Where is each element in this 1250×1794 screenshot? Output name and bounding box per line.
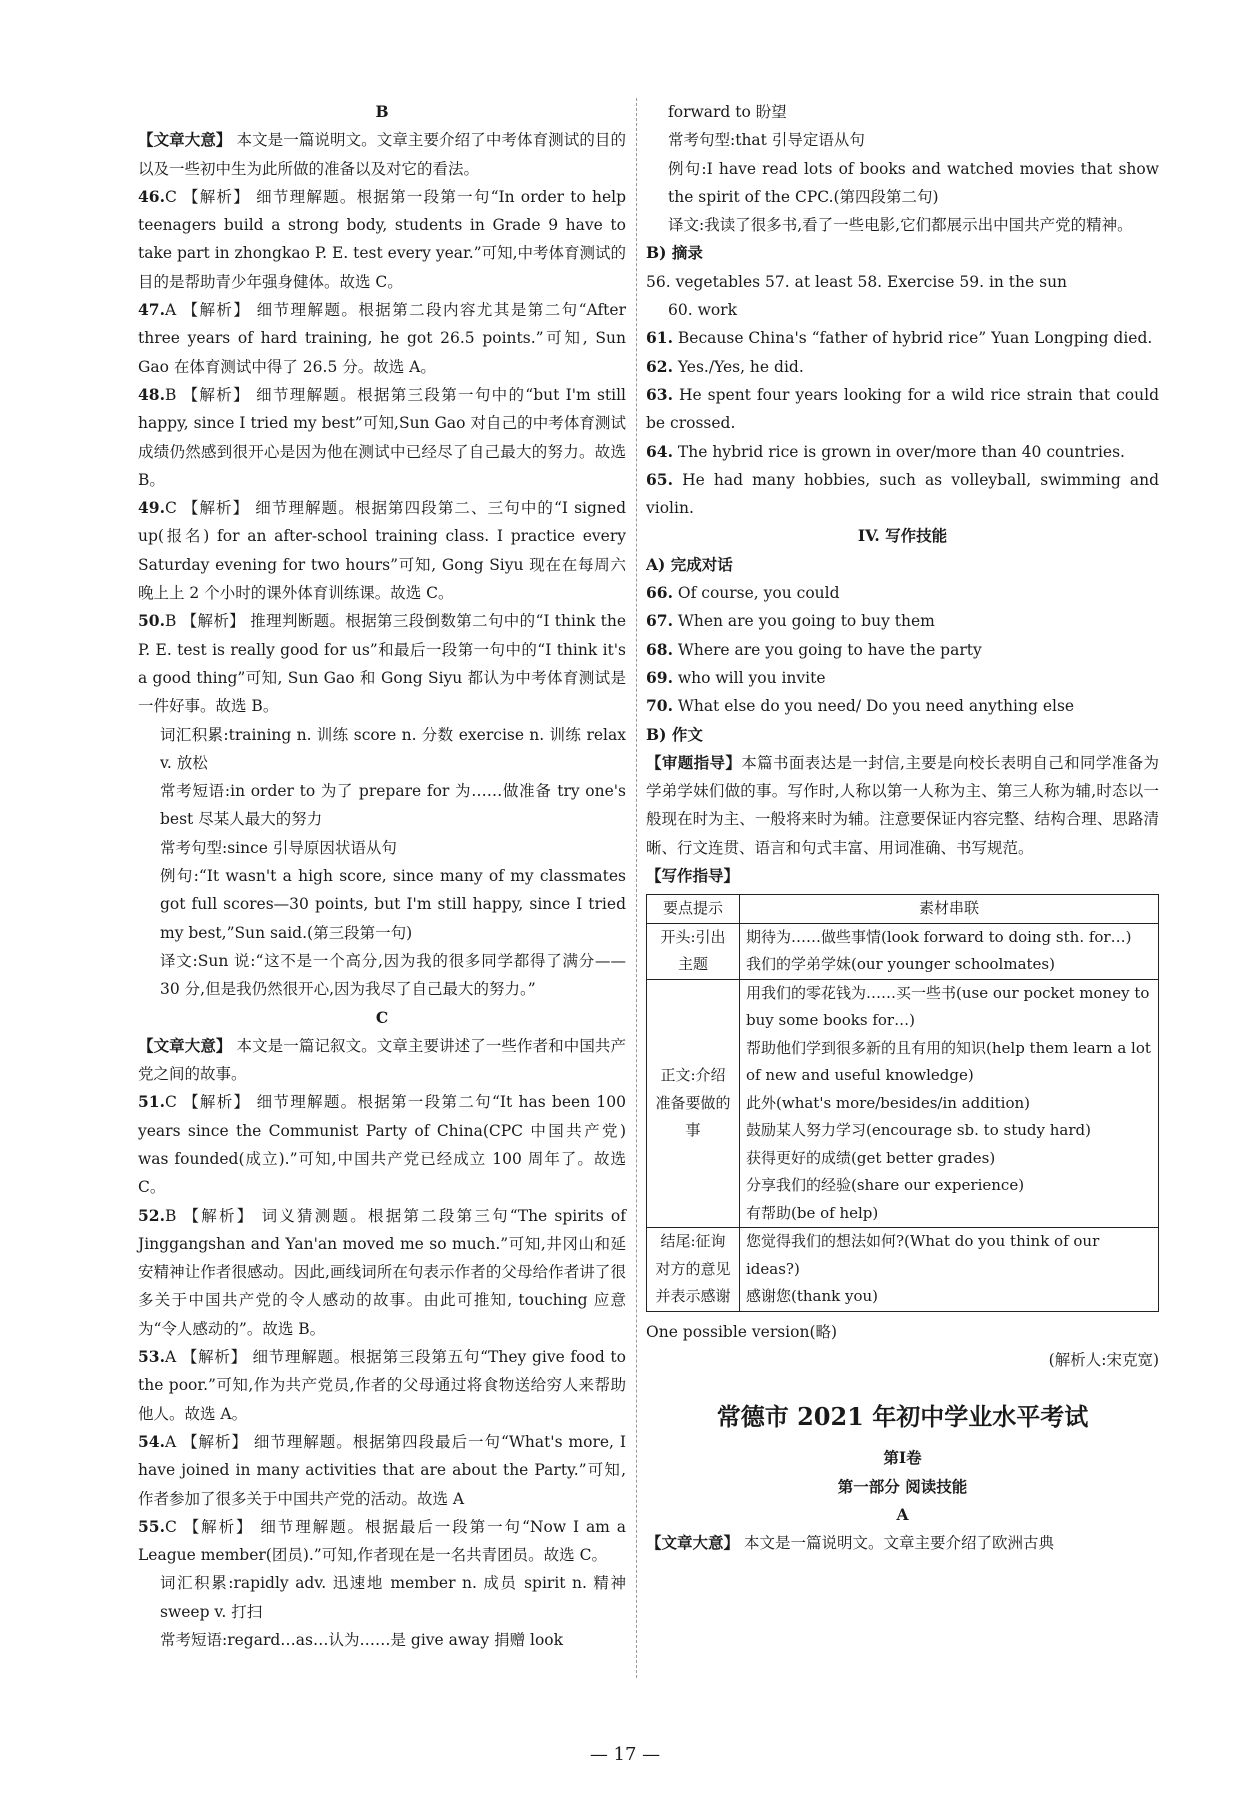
writing-guide-table xyxy=(646,894,1159,1312)
item-number: 52. xyxy=(138,1205,165,1225)
last-summary xyxy=(646,1529,1159,1557)
material-line: 有帮助(be of help) xyxy=(746,1203,879,1222)
guide-paragraph xyxy=(646,749,1159,862)
excerpt-heading: B) 摘录 xyxy=(646,243,703,263)
item-text: A 【解析】 细节理解题。根据第二段内容尤其是第二句“After three years of hard training, he got 26.5 points.”可知, Sun Gao 在体育测试中得了 26.5 分。故选 A。 xyxy=(138,301,626,376)
material-line: 鼓励某人努力学习(encourage sb. to study hard) xyxy=(746,1121,1091,1140)
material-line: 我们的学弟学妹(our younger schoolmates) xyxy=(746,955,1055,974)
item-number: 53. xyxy=(138,1347,165,1367)
answer-item xyxy=(138,1088,626,1201)
material-line: 帮助他们学到很多新的且有用的知识(help them learn a lot of new and useful knowledge) xyxy=(746,1038,1151,1085)
item-text: The hybrid rice is grown in over/more than 40 countries. xyxy=(677,442,1125,461)
item-text: B 【解析】 推理判断题。根据第三段倒数第二句中的“I think the P. E. test is really good for us”和最后一段第一句中的“I think it's a good thing”可知, Sun Gao 和 Gong Siyu 都认为中考体育测试是一件好事。故选 B。 xyxy=(138,612,626,716)
phrases-note: 常考短语:regard…as…认为……是 give away 捐赠 look xyxy=(160,1631,564,1650)
answer-item xyxy=(138,296,626,381)
answer-item xyxy=(138,607,626,720)
table-key-cell: 结尾:征询对方的意见并表示感谢 xyxy=(647,1228,740,1312)
item-text: A 【解析】 细节理解题。根据第四段最后一句“What's more, I have joined in many activities that are about the Party.”可知,作者参加了很多关于中国共产党的活动。故选 A xyxy=(138,1432,626,1508)
material-line: 分享我们的经验(share our experience) xyxy=(746,1176,1025,1195)
table-key-cell: 开头:引出主题 xyxy=(647,923,740,979)
phrases-note: 常考短语:in order to 为了 prepare for 为……做准备 try one's best 尽某人最大的努力 xyxy=(160,782,626,829)
item-text: B 【解析】 细节理解题。根据第三段第一句中的“but I'm still happy, since I tried my best”可知,Sun Gao 对自己的中考体育测试成绩仍然感到很开心是因为他在测试中已经尽了自己最大的努力。故选 B。 xyxy=(138,385,626,489)
material-line: 感谢您(thank you) xyxy=(746,1287,879,1306)
item-number: 69. xyxy=(646,667,673,687)
table-row xyxy=(647,979,1159,1228)
excerpt-answers-2: 60. work xyxy=(668,301,737,320)
summary-tag: 【文章大意】 xyxy=(646,1533,740,1553)
summary-tag: 【文章大意】 xyxy=(138,130,232,150)
item-text: Because China's “father of hybrid rice” Yuan Longping died. xyxy=(677,329,1153,348)
part-heading: 第一部分 阅读技能 xyxy=(837,1476,968,1496)
left-column xyxy=(138,98,626,1654)
analyst-credit: (解析人:宋克宽) xyxy=(1048,1351,1159,1370)
item-text: He had many hobbies, such as volleyball, swimming and violin. xyxy=(646,470,1159,518)
item-number: 68. xyxy=(646,639,673,659)
guide-text: 本篇书面表达是一封信,主要是向校长表明自己和同学准备为学弟学妹们做的事。写作时,人称以第一人称为主、第三人称为辅,时态以一般现在时为主、一般将来时为辅。注意要保证内容完整、结构合理、思路清晰、行文连贯、语言和句式丰富、用词准确、书写规范。 xyxy=(646,753,1159,857)
material-line: 获得更好的成绩(get better grades) xyxy=(746,1148,996,1167)
item-number: 47. xyxy=(138,300,165,320)
vocab-note: 词汇积累:training n. 训练 score n. 分数 exercise n. 训练 relax v. 放松 xyxy=(160,725,626,772)
item-number: 54. xyxy=(138,1431,165,1451)
answer-item xyxy=(138,1513,626,1570)
item-number: 64. xyxy=(646,441,673,461)
item-text: A 【解析】 细节理解题。根据第三段第五句“They give food to the poor.”可知,作为共产党员,作者的父母通过将食物送给穷人来帮助他人。故选 A。 xyxy=(138,1348,626,1423)
item-number: 65. xyxy=(646,469,673,489)
item-number: 63. xyxy=(646,384,673,404)
section-c-summary xyxy=(138,1032,626,1089)
dialog-item xyxy=(646,664,1159,692)
page-number: — 17 — xyxy=(589,1744,661,1765)
dialog-item xyxy=(646,692,1159,720)
item-number: 55. xyxy=(138,1516,165,1536)
item-text: who will you invite xyxy=(677,668,826,687)
dialog-heading: A) 完成对话 xyxy=(646,554,733,574)
answer-item xyxy=(646,438,1159,466)
item-number: 51. xyxy=(138,1092,165,1112)
translation-note: 译文:Sun 说:“这不是一个高分,因为我的很多同学都得了满分——30 分,但是我仍然很开心,因为我尽了自己最大的努力。” xyxy=(160,951,626,999)
right-column xyxy=(646,98,1159,1558)
answer-item xyxy=(646,381,1159,438)
item-text: He spent four years looking for a wild rice strain that could be crossed. xyxy=(646,385,1160,433)
material-line: 此外(what's more/besides/in addition) xyxy=(746,1093,1031,1112)
item-text: Yes./Yes, he did. xyxy=(677,357,804,376)
possible-version: One possible version(略) xyxy=(646,1322,838,1341)
table-key-cell: 正文:介绍准备要做的事 xyxy=(647,979,740,1228)
answer-item xyxy=(138,494,626,607)
item-text: Where are you going to have the party xyxy=(677,640,982,659)
short-answers xyxy=(646,324,1159,522)
table-content-cell xyxy=(740,923,1159,979)
section-c-items xyxy=(138,1088,626,1569)
answer-item xyxy=(138,1343,626,1428)
answer-item xyxy=(646,324,1159,352)
item-number: 62. xyxy=(646,356,673,376)
item-number: 67. xyxy=(646,611,673,631)
excerpt-answers: 56. vegetables 57. at least 58. Exercise 59. in the sun xyxy=(646,272,1068,291)
item-number: 50. xyxy=(138,611,165,631)
table-content-cell xyxy=(740,979,1159,1228)
table-row xyxy=(647,1228,1159,1312)
continued-phrase: forward to 盼望 xyxy=(668,103,787,121)
translation-note: 译文:我读了很多书,看了一些电影,它们都展示出中国共产党的精神。 xyxy=(668,216,1133,235)
item-number: 48. xyxy=(138,384,165,404)
item-number: 61. xyxy=(646,328,673,348)
table-content-cell xyxy=(740,1228,1159,1312)
section-b-summary xyxy=(138,126,626,183)
pattern-note: 常考句型:that 引导定语从句 xyxy=(668,131,865,150)
summary-text: 本文是一篇说明文。文章主要介绍了中考体育测试的目的以及一些初中生为此所做的准备以及对它的看法。 xyxy=(138,131,626,178)
example-note: 例句:“It wasn't a high score, since many of my classmates got full scores—30 points, but I'm still happy, since I tried my best,”Sun said.(第三段第一句) xyxy=(160,867,626,942)
answer-item xyxy=(138,381,626,494)
volume-heading: 第Ⅰ卷 xyxy=(883,1448,922,1468)
item-text: C 【解析】 细节理解题。根据第一段第二句“It has been 100 years since the Communist Party of China(CPC 中国共产党) was founded(成立).”可知,中国共产党已经成立 100 周年了。故选 C。 xyxy=(138,1093,626,1197)
answer-item xyxy=(646,466,1159,523)
example-note: 例句:I have read lots of books and watched movies that show the spirit of the CPC.(第四段第二句) xyxy=(668,159,1159,206)
exam-title: 常德市 2021 年初中学业水平考试 xyxy=(716,1402,1089,1432)
item-number: 49. xyxy=(138,498,165,518)
table-header: 素材串联 xyxy=(740,895,1159,924)
answer-item xyxy=(646,353,1159,381)
answer-item xyxy=(138,183,626,296)
dialog-item xyxy=(646,607,1159,635)
answer-item xyxy=(138,1428,626,1513)
section-b-heading: B xyxy=(375,102,389,121)
item-number: 66. xyxy=(646,583,673,603)
essay-heading: B) 作文 xyxy=(646,724,703,744)
material-line: 期待为……做些事情(look forward to doing sth. for…) xyxy=(746,927,1132,946)
column-divider xyxy=(636,98,637,1678)
summary-tag: 【文章大意】 xyxy=(138,1035,232,1055)
summary-text: 本文是一篇记叙文。文章主要讲述了一些作者和中国共产党之间的故事。 xyxy=(138,1036,626,1084)
table-header: 要点提示 xyxy=(647,895,740,924)
item-text: C 【解析】 细节理解题。根据第四段第二、三句中的“I signed up(报名) for an after-school training class. I practice every Saturday evening for two hours”可知, Gong Siyu 现在在每周六晚上上 2 个小时的课外体育训练课。故选 C。 xyxy=(138,499,626,603)
guide-tag: 【审题指导】 xyxy=(646,752,742,772)
item-text: What else do you need/ Do you need anything else xyxy=(677,697,1075,716)
item-text: Of course, you could xyxy=(677,584,840,603)
writing-heading: IV. 写作技能 xyxy=(857,526,948,546)
dialog-item xyxy=(646,579,1159,607)
dialog-answers xyxy=(646,579,1159,720)
sub-heading-a: A xyxy=(896,1505,909,1524)
answer-item xyxy=(138,1202,626,1343)
section-c-heading: C xyxy=(375,1007,389,1027)
vocab-note: 词汇积累:rapidly adv. 迅速地 member n. 成员 spirit n. 精神 sweep v. 打扫 xyxy=(160,1574,626,1621)
dialog-item xyxy=(646,636,1159,664)
table-row xyxy=(647,923,1159,979)
table-header-row xyxy=(647,895,1159,924)
item-number: 70. xyxy=(646,696,673,716)
item-text: C 【解析】 细节理解题。根据最后一段第一句“Now I am a League member(团员).”可知,作者现在是一名共青团员。故选 C。 xyxy=(138,1517,626,1565)
item-text: C 【解析】 细节理解题。根据第一段第一句“In order to help teenagers build a strong body, students in Grade 9 have to take part in zhongkao P. E. test every year.”可知,中考体育测试的目的是帮助青少年强身健体。故选 C。 xyxy=(138,187,627,291)
item-text: When are you going to buy them xyxy=(677,612,935,631)
pattern-note: 常考句型:since 引导原因状语从句 xyxy=(160,838,397,857)
material-line: 用我们的零花钱为……买一些书(use our pocket money to buy some books for…) xyxy=(746,983,1150,1030)
item-number: 46. xyxy=(138,186,165,206)
material-line: 您觉得我们的想法如何?(What do you think of our ideas?) xyxy=(746,1232,1100,1278)
section-b-items xyxy=(138,183,626,721)
item-text: B 【解析】 词义猜测题。根据第二段第三句“The spirits of Jinggangshan and Yan'an moved me so much.”可知,井冈山和延安精神让作者很感动。因此,画线词所在句表示作者的父母给作者讲了很多关于中国共产党的令人感动的故事。由此可推知, touching 应意为“令人感动的”。故选 B。 xyxy=(138,1206,626,1338)
summary-text: 本文是一篇说明文。文章主要介绍了欧洲古典 xyxy=(739,1534,1054,1553)
writing-guide-heading: 【写作指导】 xyxy=(646,866,740,886)
